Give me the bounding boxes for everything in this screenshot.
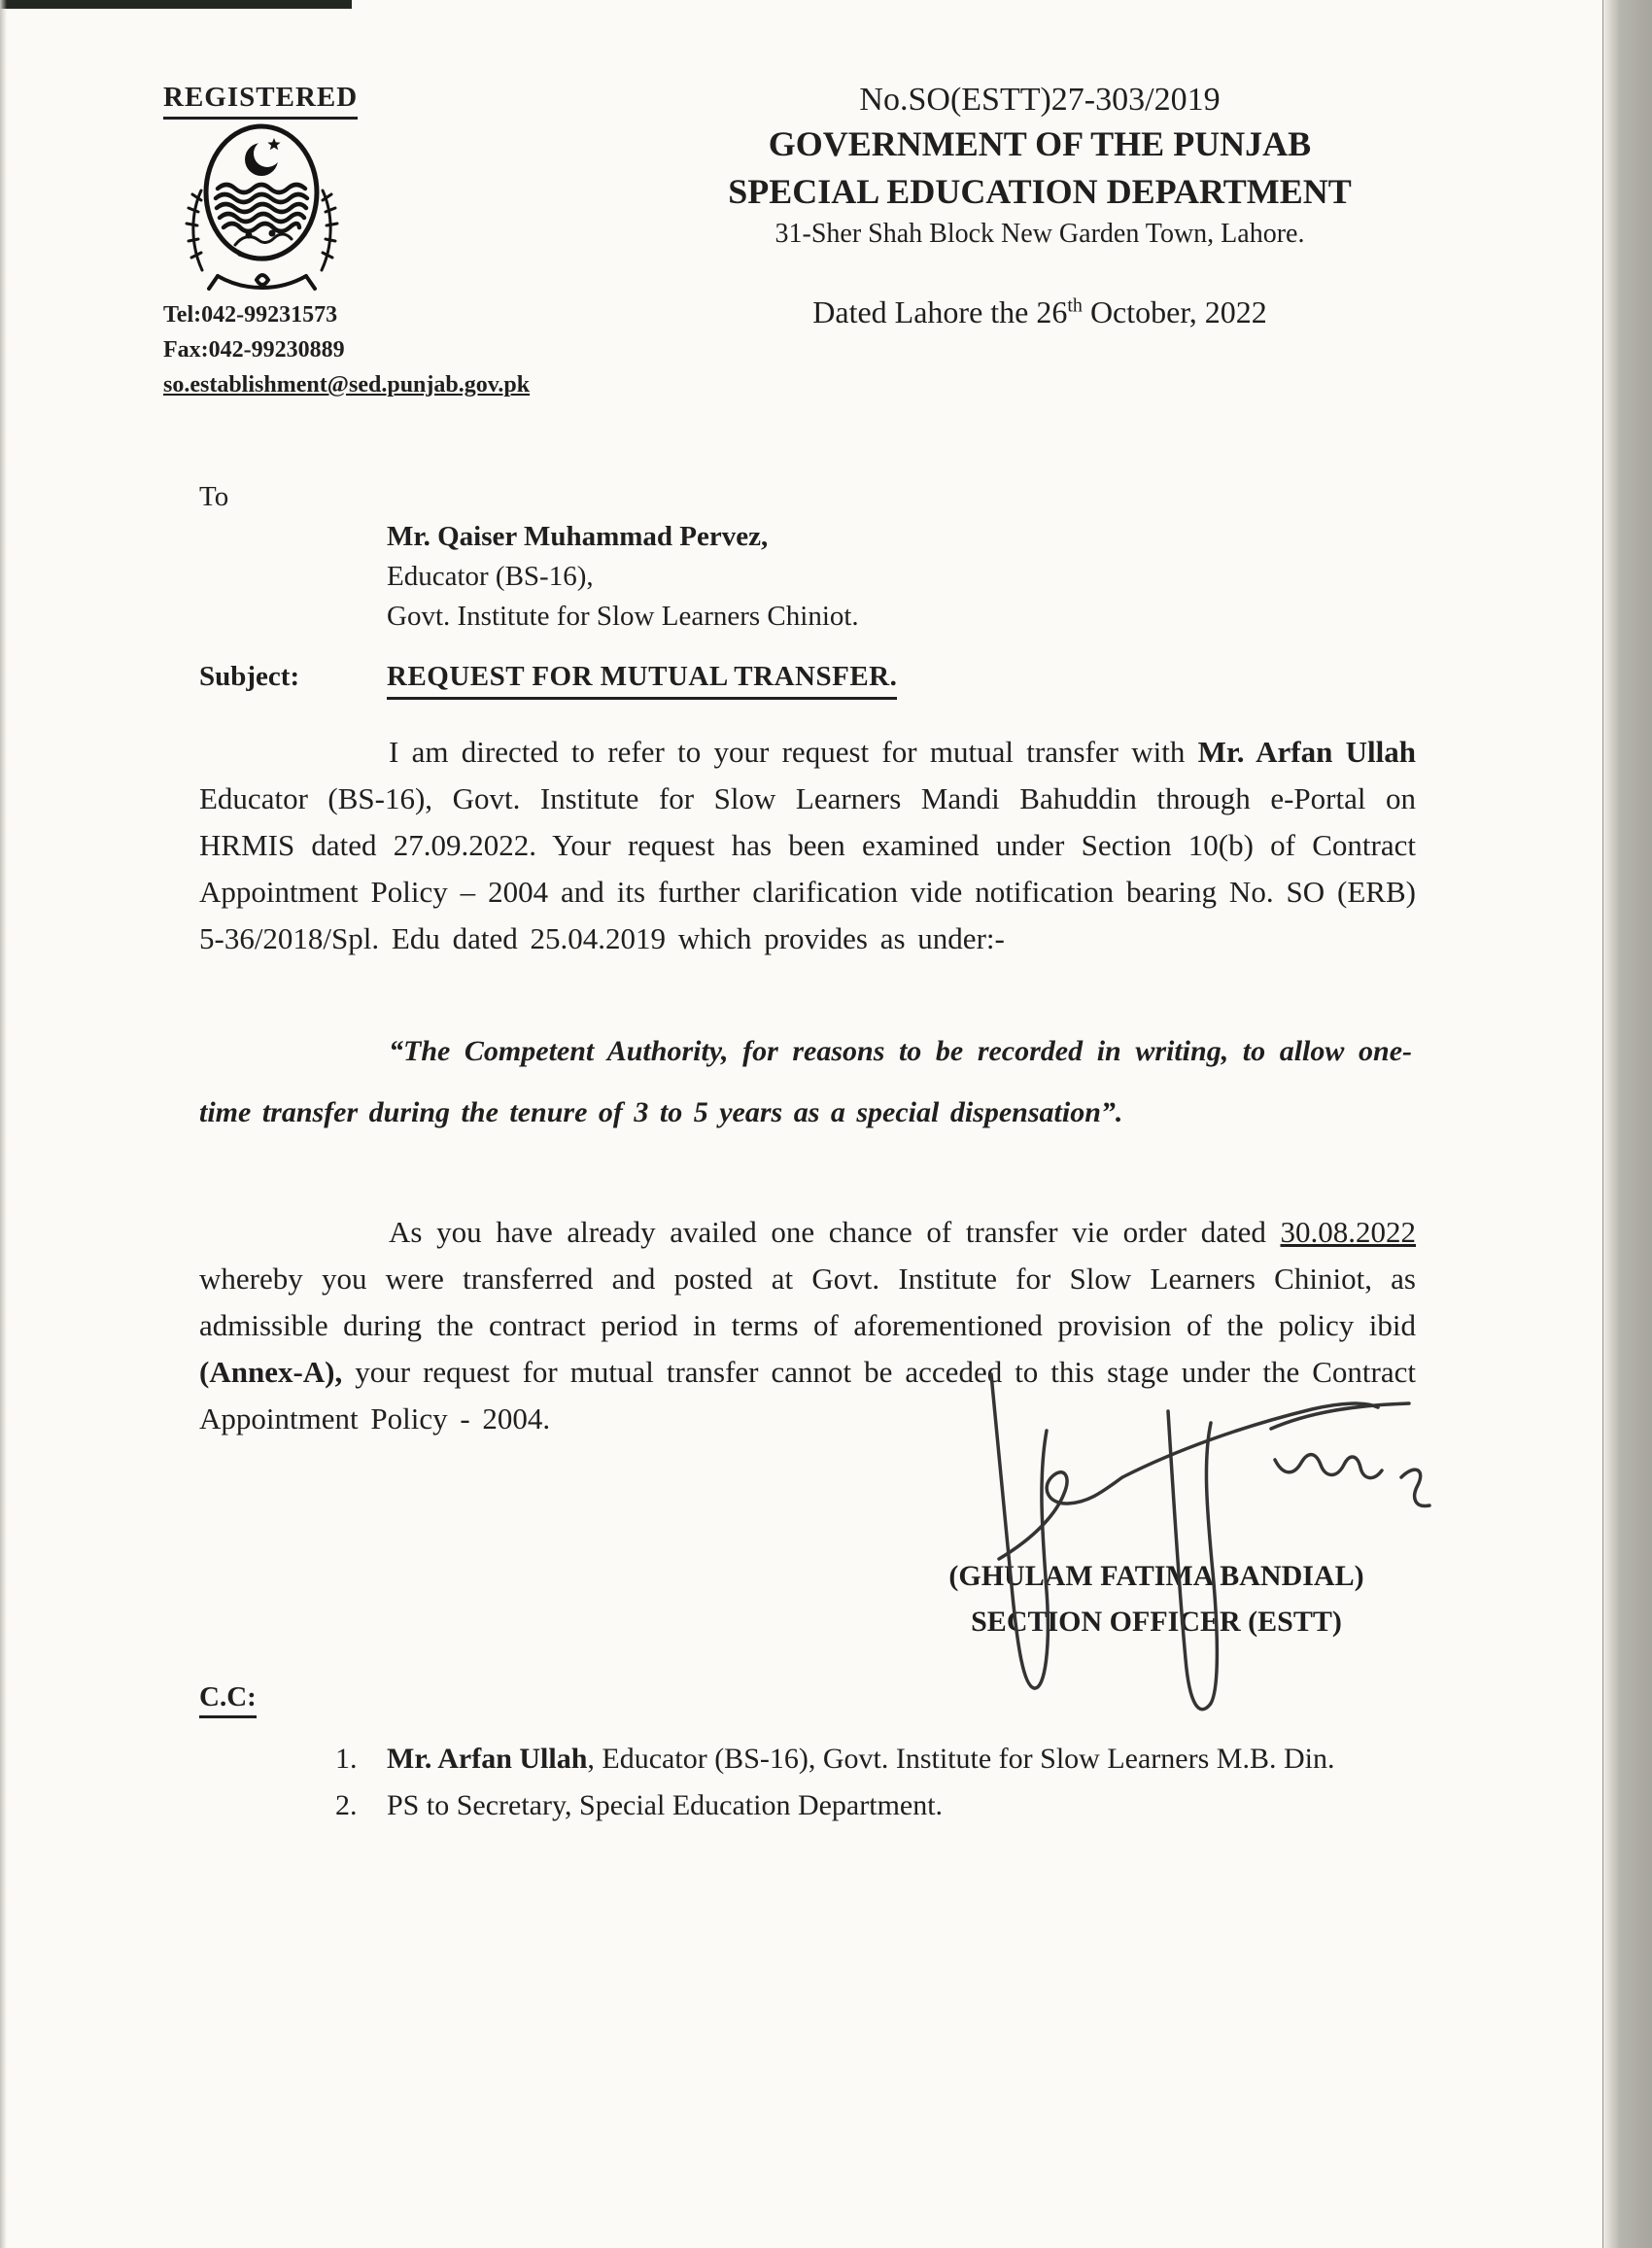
para1-text-rest: Educator (BS-16), Govt. Institute for Slow Learners Mandi Bahuddin through e-Portal on HRMIS dated 27.09.2022. Your request has been examined under Section 10(b) of Contract Appointment Policy – 2004 and its further clarification vide notification bearing No. SO (ERB) 5-36/2018/Spl. Edu dated 25.04.2019 which provides as under:- — [199, 781, 1416, 955]
handwritten-signature — [923, 1353, 1448, 1737]
cc-label: C.C: — [199, 1681, 257, 1718]
email-address: so.establishment@sed.punjab.gov.pk — [163, 372, 531, 398]
reference-number: No.SO(ESTT)27-303/2019 — [859, 82, 1221, 118]
phone-number: Tel:042-99231573 — [163, 302, 338, 328]
body-paragraph-1 — [199, 729, 1416, 962]
fax-number: Fax:042-99230889 — [163, 337, 345, 363]
scan-left-edge — [0, 0, 7, 2248]
subject-label: Subject: — [199, 661, 300, 692]
letterhead-right — [661, 82, 1419, 330]
addressee-name: Mr. Qaiser Muhammad Pervez, — [387, 521, 769, 552]
addressee-designation: Educator (BS-16), — [387, 561, 594, 592]
cc-item-2 — [335, 1782, 1416, 1829]
cc-item-2-number: 2. — [335, 1789, 358, 1821]
ribbon-icon — [209, 275, 315, 289]
river-waves-icon — [216, 185, 307, 231]
addressee-institute: Govt. Institute for Slow Learners Chiniot. — [387, 601, 859, 632]
signatory-name: (GHULAM FATIMA BANDIAL) — [948, 1560, 1364, 1592]
date-ordinal-suffix: th — [1067, 294, 1083, 317]
cc-item-1-text — [387, 1736, 1416, 1782]
addressee-block — [387, 517, 859, 637]
para2-underlined-date: 30.08.2022 — [1280, 1215, 1416, 1249]
para1-bold-name: Mr. Arfan Ullah — [1197, 735, 1416, 769]
government-title: GOVERNMENT OF THE PUNJAB — [768, 124, 1312, 163]
para2-text-rest: your request for mutual transfer cannot be acceded to this stage under the Contract Appointment Policy - 2004. — [199, 1355, 1416, 1435]
to-label: To — [199, 481, 229, 512]
subject-text: REQUEST FOR MUTUAL TRANSFER. — [387, 661, 897, 700]
para2-text: As you have already availed one chance of transfer vie order dated — [389, 1215, 1281, 1249]
registered-label: REGISTERED — [163, 82, 358, 120]
para2-bold-annex: (Annex-A), — [199, 1355, 343, 1389]
date-suffix: October, 2022 — [1082, 294, 1267, 329]
cc-list — [335, 1736, 1416, 1829]
cc-item-1-bold-name: Mr. Arfan Ullah — [387, 1743, 588, 1775]
policy-quote: “The Competent Authority, for reasons to be recorded in writing, to allow one-time transfer during the tenure of 3 to 5 years as a special dispensation”. — [199, 1035, 1412, 1128]
cc-item-1-number: 1. — [335, 1743, 358, 1775]
para2-text-mid: whereby you were transferred and posted at Govt. Institute for Slow Learners Chiniot, as admissible during the contract period in terms of aforementioned provision of the policy ibid — [199, 1262, 1416, 1342]
cc-item-1 — [335, 1736, 1416, 1782]
department-address: 31-Sher Shah Block New Garden Town, Lahore. — [774, 219, 1305, 249]
department-title: SPECIAL EDUCATION DEPARTMENT — [728, 172, 1352, 211]
signatory-title: SECTION OFFICER (ESTT) — [971, 1606, 1342, 1638]
cc-item-2-text — [387, 1782, 1416, 1829]
letter-date — [661, 294, 1419, 330]
contact-block — [163, 297, 530, 402]
cc-item-2-rest: PS to Secretary, Special Education Department. — [387, 1789, 944, 1821]
scan-right-edge — [1602, 0, 1652, 2248]
scan-top-strip — [0, 0, 352, 9]
cc-item-1-rest: , Educator (BS-16), Govt. Institute for Slow Learners M.B. Din. — [587, 1743, 1335, 1775]
punjab-government-crest-icon — [177, 117, 347, 301]
date-prefix: Dated Lahore the 26 — [812, 294, 1068, 329]
para1-text: I am directed to refer to your request for mutual transfer with — [389, 735, 1198, 769]
